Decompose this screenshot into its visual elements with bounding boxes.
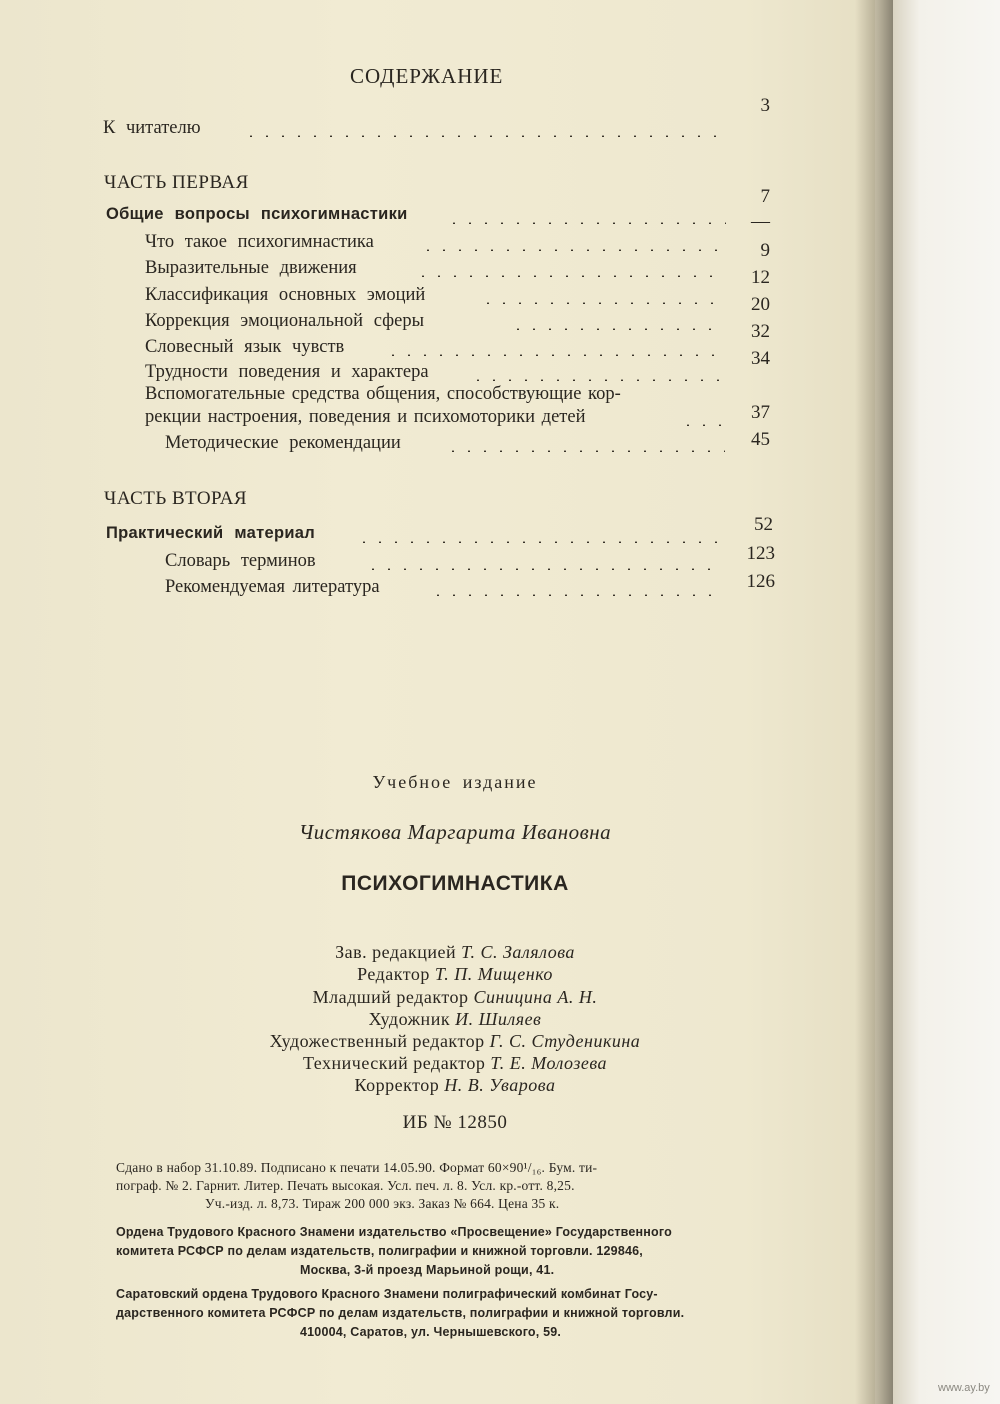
print-info-line: пограф. № 2. Гарнит. Литер. Печать высокая. Усл. печ. л. 8. Усл. кр.-отт. 8,25.: [116, 1178, 575, 1193]
toc-page-number: 20: [751, 294, 770, 315]
part-one-heading: ЧАСТЬ ПЕРВАЯ: [104, 172, 249, 193]
toc-page-number: 52: [754, 514, 773, 535]
publisher-line: Москва, 3-й проезд Марьиной рощи, 41.: [300, 1263, 555, 1277]
credit-name: Н. В. Уварова: [444, 1075, 556, 1095]
credit-name: Синицина А. Н.: [473, 987, 598, 1007]
leader-dots: [365, 568, 715, 570]
credit-role: Художественный редактор: [269, 1031, 485, 1051]
toc-entry: [165, 577, 725, 603]
toc-entry-intro: [103, 118, 723, 144]
toc-page-number: 126: [746, 571, 775, 592]
toc-entry-label: Коррекция эмоциональной сферы: [145, 311, 425, 331]
printer-line: Саратовский ордена Трудового Красного Знамени полиграфический комбинат Госу-: [116, 1287, 658, 1301]
toc-entry: [145, 311, 725, 337]
toc-entry: [145, 258, 725, 284]
credit-role: Корректор: [354, 1075, 440, 1095]
leader-dots: [470, 379, 725, 381]
leader-dots: [430, 594, 715, 596]
credit-role: Художник: [368, 1009, 451, 1029]
credit-line: [100, 942, 810, 963]
toc-entry-label: Вспомогательные средства общения, способствующие кор-: [145, 384, 621, 404]
leader-dots: [480, 302, 725, 304]
leader-dots: [243, 135, 721, 137]
toc-entry-label: Классификация основных эмоций: [145, 285, 426, 305]
leader-dots: [445, 450, 725, 452]
credit-line: [100, 964, 810, 985]
toc-page-number: 45: [751, 429, 770, 450]
print-info-line: Уч.-изд. л. 8,73. Тираж 200 000 экз. Заказ № 664. Цена 35 к.: [205, 1196, 560, 1211]
credit-name: Т. Е. Молозева: [490, 1053, 608, 1073]
leader-dots: [510, 328, 725, 330]
credit-line: [100, 1053, 810, 1074]
leader-dots: [680, 424, 730, 426]
toc-page-dash: —: [751, 211, 770, 232]
toc-entry-label: К читателю: [103, 118, 201, 138]
book-title: ПСИХОГИМНАСТИКА: [341, 872, 569, 895]
toc-entry-label: рекции настроения, поведения и психомоторики детей: [145, 407, 586, 427]
toc-entry: [145, 232, 725, 258]
adjacent-page-edge: [893, 0, 1000, 1404]
toc-entry-label: Трудности поведения и характера: [145, 362, 429, 382]
print-info-line: Сдано в набор 31.10.89. Подписано к печати 14.05.90. Формат 60×90¹/₁₆. Бум. ти-: [116, 1160, 598, 1175]
toc-page-number: 7: [760, 186, 770, 207]
leader-dots: [446, 222, 726, 224]
credit-line: [100, 1009, 810, 1030]
toc-page-number: 9: [760, 240, 770, 261]
credit-role: Технический редактор: [302, 1053, 486, 1073]
toc-section-general: [106, 205, 726, 231]
credit-line: [100, 987, 810, 1008]
credit-name: Т. П. Мищенко: [434, 964, 553, 984]
toc-section-practical: [106, 524, 726, 550]
toc-page-number: 123: [746, 543, 775, 564]
toc-entry-label: Рекомендуемая литература: [165, 577, 380, 597]
toc-entry-label: Словарь терминов: [165, 551, 316, 571]
toc-entry-label: Что такое психогимнастика: [145, 232, 374, 252]
leader-dots: [420, 249, 725, 251]
toc-entry: [145, 337, 725, 363]
credit-line: [100, 1031, 810, 1052]
author-name: Чистякова Маргарита Ивановна: [298, 820, 612, 844]
toc-page-number: 34: [751, 348, 770, 369]
publisher-line: Ордена Трудового Красного Знамени издательство «Просвещение» Государственного: [116, 1225, 672, 1239]
page-gutter-shadow: [855, 0, 895, 1404]
toc-entry: [145, 407, 725, 433]
printer-line: 410004, Саратов, ул. Чернышевского, 59.: [300, 1325, 562, 1339]
credit-name: Т. С. Залялова: [461, 942, 575, 962]
toc-page-number: 37: [751, 402, 770, 423]
credit-role: Младший редактор: [312, 987, 469, 1007]
credit-role: Зав. редакцией: [335, 942, 457, 962]
credit-name: И. Шиляев: [455, 1009, 542, 1029]
credit-name: Г. С. Студеникина: [489, 1031, 641, 1051]
toc-title: СОДЕРЖАНИЕ: [350, 64, 504, 88]
leader-dots: [356, 541, 726, 543]
site-watermark: www.ay.by: [938, 1382, 990, 1394]
toc-entry-label: Выразительные движения: [145, 258, 357, 278]
toc-page-number: 12: [751, 267, 770, 288]
credit-line: [100, 1075, 810, 1096]
toc-entry: [165, 433, 725, 459]
toc-section-label: Практический материал: [106, 524, 316, 542]
publisher-line: комитета РСФСР по делам издательств, полиграфии и книжной торговли. 129846,: [116, 1244, 643, 1258]
toc-entry: [145, 285, 725, 311]
edition-type: Учебное издание: [372, 772, 538, 792]
toc-section-label: Общие вопросы психогимнастики: [106, 205, 408, 223]
toc-entry-label: Словесный язык чувств: [145, 337, 345, 357]
credit-role: Редактор: [357, 964, 430, 984]
toc-entry: [165, 551, 725, 577]
ib-number: ИБ № 12850: [402, 1112, 508, 1133]
part-two-heading: ЧАСТЬ ВТОРАЯ: [104, 488, 248, 509]
toc-page-number: 3: [760, 95, 770, 116]
toc-entry-label: Методические рекомендации: [165, 433, 401, 453]
leader-dots: [415, 275, 725, 277]
printer-line: дарственного комитета РСФСР по делам издательств, полиграфии и книжной торговли.: [116, 1306, 685, 1320]
leader-dots: [385, 354, 725, 356]
toc-page-number: 32: [751, 321, 770, 342]
